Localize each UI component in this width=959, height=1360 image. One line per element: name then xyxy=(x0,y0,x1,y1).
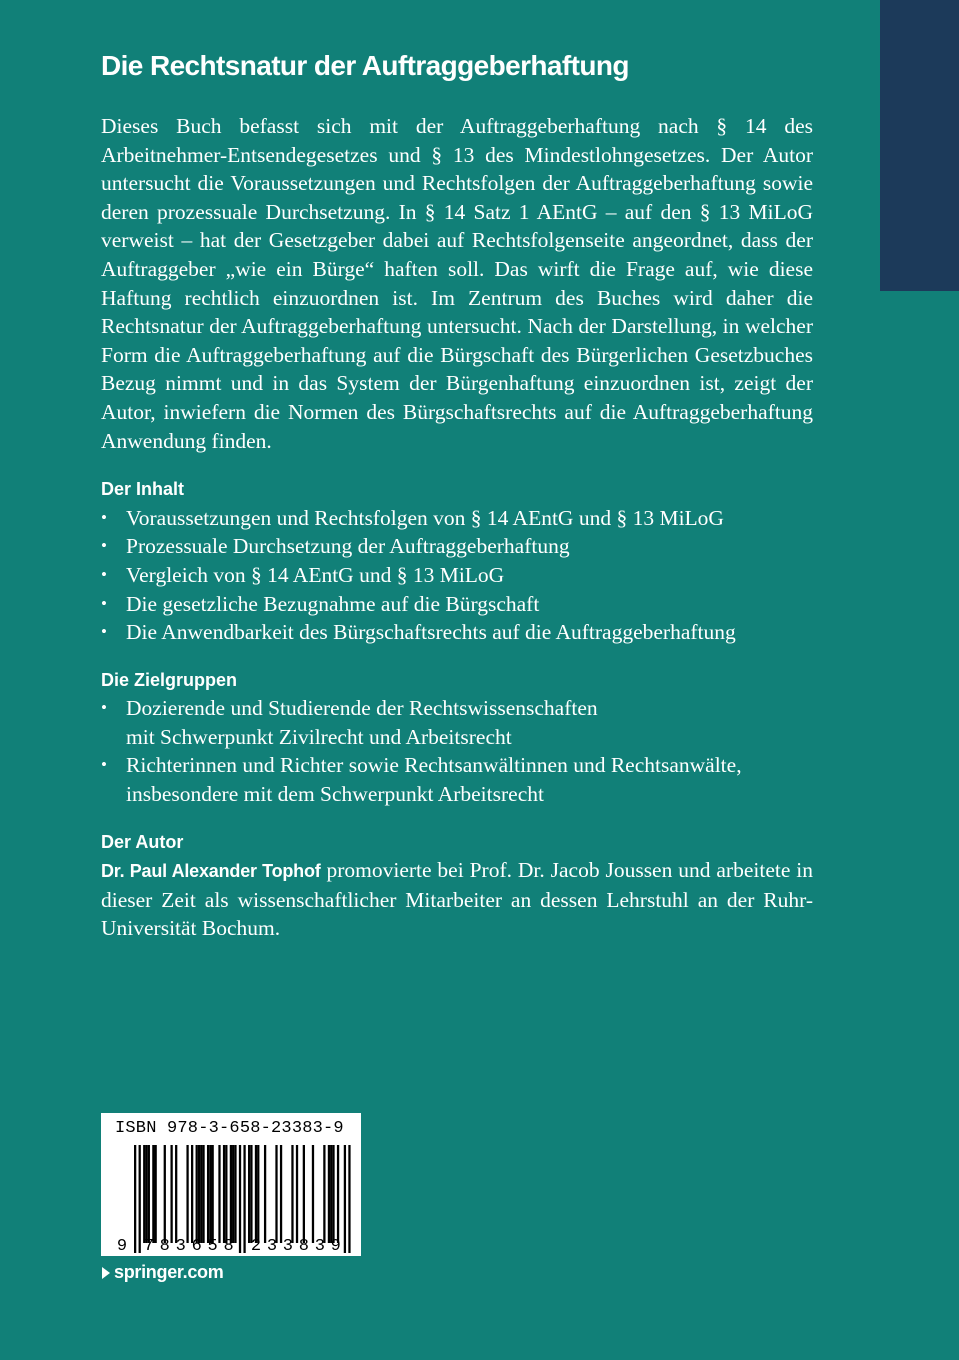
corner-color-band xyxy=(880,0,959,291)
barcode-bar xyxy=(243,1145,245,1253)
isbn-label: ISBN 978-3-658-23383-9 xyxy=(115,1119,344,1138)
barcode-bar xyxy=(230,1145,232,1243)
barcode-bar xyxy=(344,1145,346,1253)
barcode-digit: 7 xyxy=(143,1237,154,1256)
barcode-digit: 8 xyxy=(298,1237,309,1256)
barcode-bar xyxy=(223,1145,225,1243)
springer-link-label: springer.com xyxy=(114,1262,224,1282)
springer-link[interactable] xyxy=(102,1262,223,1283)
barcode-bar xyxy=(191,1145,193,1243)
bullet-icon: • xyxy=(101,698,107,718)
author-bio-text: promovierte bei Prof. Dr. Jacob Joussen und arbeitete in dieser Zeit als wissenschaftlicher Mitarbeiter an dessen Lehrstuhl an der Ruhr-Universität Bochum. xyxy=(101,858,813,941)
barcode-digit: 3 xyxy=(175,1237,186,1256)
barcode-bar xyxy=(255,1145,257,1243)
book-title: Die Rechtsnatur der Auftraggeberhaftung xyxy=(101,50,629,81)
barcode-bar xyxy=(296,1145,298,1243)
barcode-bar xyxy=(200,1145,202,1243)
barcode-bar xyxy=(328,1145,330,1243)
barcode-bar xyxy=(250,1145,252,1243)
barcode-bar xyxy=(330,1145,332,1243)
barcode-digit: 9 xyxy=(330,1237,341,1256)
barcode-bar xyxy=(337,1145,339,1243)
barcode-bar xyxy=(275,1145,277,1243)
barcode-bar xyxy=(239,1145,241,1253)
barcode-bar xyxy=(323,1145,325,1243)
barcode-bar xyxy=(348,1145,350,1253)
barcode-bar xyxy=(291,1145,293,1243)
barcode-digit: 8 xyxy=(223,1237,234,1256)
barcode-bar xyxy=(196,1145,198,1243)
barcode-graphic xyxy=(101,1113,361,1256)
barcode-digit: 9 xyxy=(116,1237,128,1256)
barcode-digit: 3 xyxy=(282,1237,294,1256)
list-item: • Prozessuale Durchsetzung der Auftraggeberhaftung xyxy=(101,532,813,561)
list-item: • Die Anwendbarkeit des Bürgschaftsrechts auf die Auftraggeberhaftung xyxy=(101,618,813,647)
contents-heading: Der Inhalt xyxy=(101,479,185,500)
barcode-bar xyxy=(207,1145,209,1243)
barcode-bar xyxy=(218,1145,220,1243)
barcode-bar xyxy=(232,1145,234,1243)
barcode-bar xyxy=(212,1145,214,1243)
barcode-digit: 8 xyxy=(159,1237,170,1256)
bullet-icon: • xyxy=(101,507,107,527)
barcode-bar xyxy=(248,1145,250,1243)
barcode-bar xyxy=(152,1145,154,1243)
list-item: • Vergleich von § 14 AEntG und § 13 MiLoG xyxy=(101,561,813,590)
barcode-digit: 3 xyxy=(266,1237,278,1256)
target-groups-section xyxy=(101,666,813,809)
barcode-bar xyxy=(257,1145,259,1243)
barcode-bar xyxy=(186,1145,188,1243)
bullet-icon: • xyxy=(101,755,107,775)
list-item: • Voraussetzungen und Rechtsfolgen von § 14 AEntG und § 13 MiLoG xyxy=(101,504,813,533)
barcode-digit: 2 xyxy=(250,1237,262,1256)
arrow-right-icon xyxy=(102,1267,110,1279)
barcode-digit: 5 xyxy=(207,1237,218,1256)
isbn-barcode xyxy=(101,1113,361,1256)
target-groups-heading: Die Zielgruppen xyxy=(101,669,238,690)
target-groups-list xyxy=(101,694,813,808)
barcode-bar xyxy=(134,1145,136,1253)
barcode-bar xyxy=(145,1145,147,1243)
barcode-bar xyxy=(143,1145,145,1243)
contents-list xyxy=(101,504,813,647)
bullet-icon: • xyxy=(101,593,107,613)
barcode-bar xyxy=(198,1145,200,1243)
contents-section xyxy=(101,475,813,647)
list-item: • Dozierende und Studierende der Rechtswissenschaften mit Schwerpunkt Zivilrecht und Arbeitsrecht xyxy=(101,696,598,749)
list-item: • Die gesetzliche Bezugnahme auf die Bürgschaft xyxy=(101,590,813,619)
barcode-bar xyxy=(170,1145,172,1243)
barcode-bar xyxy=(234,1145,236,1243)
barcode-bar xyxy=(148,1145,150,1243)
barcode-bar xyxy=(264,1145,266,1243)
author-name: Dr. Paul Alexander Tophof xyxy=(101,861,321,882)
barcode-bar xyxy=(312,1145,314,1243)
barcode-bar xyxy=(280,1145,282,1243)
barcode-bar xyxy=(332,1145,334,1243)
barcode-bar xyxy=(139,1145,141,1253)
list-item: • Richterinnen und Richter sowie Rechtsanwältinnen und Rechtsanwälte, insbesondere mit dem Schwerpunkt Arbeitsrecht xyxy=(101,753,742,807)
barcode-bar xyxy=(175,1145,177,1243)
barcode-bar xyxy=(155,1145,157,1243)
book-description: Dieses Buch befasst sich mit der Auftraggeberhaftung nach § 14 des Arbeitnehmer-Entsendegesetzes und § 13 des Mindestlohngesetzes. Der Autor untersucht die Voraussetzungen und Rechtsfolgen der Auftraggeberhaftung sowie deren prozessuale Durchsetzung. In § 14 Satz 1 AEntG – auf den § 13 MiLoG verweist – hat der Gesetzgeber dabei auf Rechtsfolgenseite angeordnet, dass der Auftraggeber „wie ein Bürge“ haften soll. Das wirft die Frage auf, wie diese Haftung rechtlich einzuordnen ist. Im Zentrum des Buches wird daher die Rechtsnatur der Auftraggeberhaftung untersucht. Nach der Darstellung, in welcher Form die Auftraggeberhaftung auf die Bürgschaft des Bürgerlichen Gesetzbuches Bezug nimmt und in das System der Bürgenhaftung einzuordnen ist, zeigt der Autor, inwiefern die Normen des Bürgschaftsrechts auf die Auftraggeberhaftung Anwendung finden. xyxy=(101,114,813,453)
bullet-icon: • xyxy=(101,622,107,642)
barcode-bar xyxy=(202,1145,204,1243)
bullet-icon: • xyxy=(101,564,107,584)
barcode-digit: 6 xyxy=(191,1237,202,1256)
barcode-bar xyxy=(164,1145,166,1243)
barcode-bar xyxy=(303,1145,305,1243)
author-heading: Der Autor xyxy=(101,831,184,852)
author-section xyxy=(101,828,813,943)
barcode-digit: 3 xyxy=(314,1237,325,1256)
barcode-bar xyxy=(225,1145,227,1243)
barcode-bar xyxy=(209,1145,211,1243)
back-cover-text xyxy=(101,40,813,943)
bullet-icon: • xyxy=(101,536,107,556)
author-bio xyxy=(101,856,813,943)
